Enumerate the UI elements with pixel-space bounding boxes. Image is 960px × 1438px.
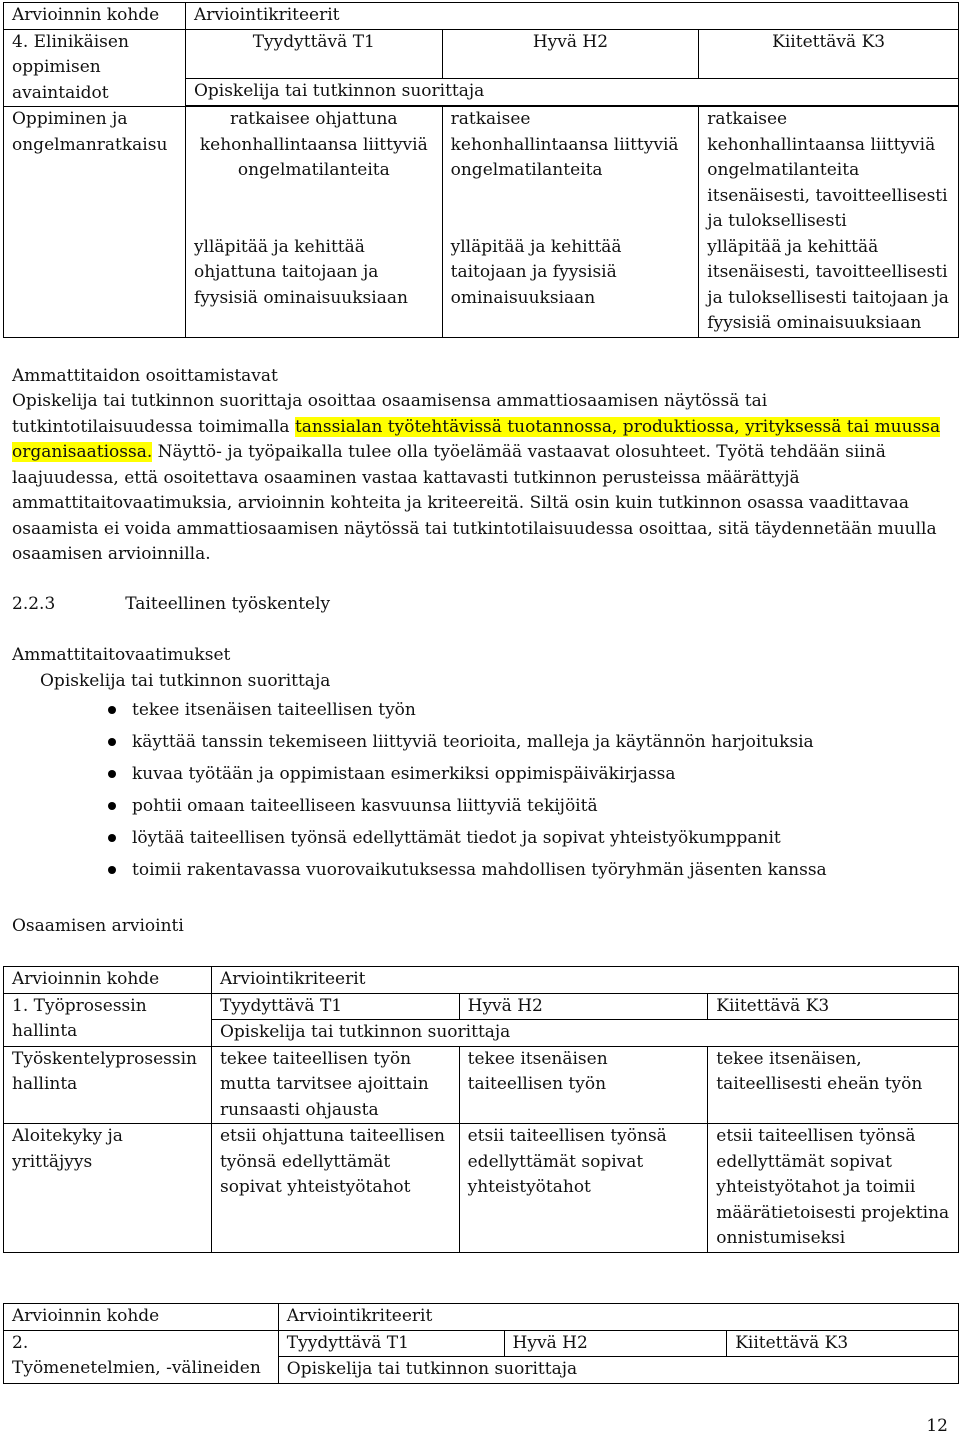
header-kriteerit: Arviointikriteerit xyxy=(185,3,958,30)
cell-h2: tekee itsenäisen taiteellisen työn xyxy=(459,1046,708,1124)
row-label: Oppiminen ja ongelmanratkaisu xyxy=(4,107,186,338)
grade-t1: Tyydyttävä T1 xyxy=(211,993,459,1020)
header-kohde: Arvioinnin kohde xyxy=(4,3,186,30)
demo-heading: Ammattitaidon osoittamistavat xyxy=(12,366,278,386)
list-item: toimii rakentavassa vuorovaikutuksessa mahdollisen työryhmän jäsenten kanssa xyxy=(12,856,827,888)
kohde-cell: 2. Työmenetelmien, -välineiden xyxy=(4,1330,279,1383)
cell-h2: ylläpitää ja kehittää taitojaan ja fyysisiä ominaisuuksiaan xyxy=(442,235,699,338)
header-kohde: Arvioinnin kohde xyxy=(4,967,212,994)
criteria-table-1 xyxy=(3,2,959,338)
header-kriteerit: Arviointikriteerit xyxy=(278,1304,958,1331)
requirements-list xyxy=(12,696,827,888)
grade-h2: Hyvä H2 xyxy=(442,29,699,79)
cell-h2: etsii taiteellisen työnsä edellyttämät sopivat yhteistyötahot xyxy=(459,1124,708,1253)
cell-k3: tekee itsenäisen, taiteellisesti eheän työn xyxy=(708,1046,959,1124)
section-heading: 2.2.3 Taiteellinen työskentely xyxy=(12,594,331,614)
cell-t1: tekee taiteellisen työn mutta tarvitsee ajoittain runsaasti ohjausta xyxy=(211,1046,459,1124)
row-label: Aloitekyky ja yrittäjyys xyxy=(4,1124,212,1253)
kohde-cell: 4. Elinikäisen oppimisen avaintaidot xyxy=(4,29,186,107)
header-kriteerit: Arviointikriteerit xyxy=(211,967,958,994)
list-item: pohtii omaan taiteelliseen kasvuunsa liittyviä tekijöitä xyxy=(12,792,827,824)
page-number: 12 xyxy=(926,1416,948,1436)
row-label: Työskentelyprosessin hallinta xyxy=(4,1046,212,1124)
list-item: tekee itsenäisen taiteellisen työn xyxy=(12,696,827,728)
cell-t1: etsii ohjattuna taiteellisen työnsä edellyttämät sopivat yhteistyötahot xyxy=(211,1124,459,1253)
grade-t1: Tyydyttävä T1 xyxy=(278,1330,504,1357)
requirements-subject: Opiskelija tai tutkinnon suorittaja xyxy=(40,671,331,691)
criteria-table-2 xyxy=(3,966,959,1253)
list-item: löytää taiteellisen työnsä edellyttämät tiedot ja sopivat yhteistyökumppanit xyxy=(12,824,827,856)
subject-row: Opiskelija tai tutkinnon suorittaja xyxy=(278,1357,958,1384)
cell-k3: ylläpitää ja kehittää itsenäisesti, tavoitteellisesti ja tuloksellisesti taitojaan ja fyysisiä ominaisuuksiaan xyxy=(699,235,959,338)
grade-t1: Tyydyttävä T1 xyxy=(185,29,442,79)
cell-h2: ratkaisee kehonhallintaansa liittyviä ongelmatilanteita xyxy=(442,107,699,235)
cell-t1: ylläpitää ja kehittää ohjattuna taitojaan ja fyysisiä ominaisuuksiaan xyxy=(185,235,442,338)
requirements-heading: Ammattitaitovaatimukset xyxy=(12,645,231,665)
grade-k3: Kiitettävä K3 xyxy=(699,29,959,79)
demo-paragraph: Opiskelija tai tutkinnon suorittaja osoittaa osaamisensa ammattiosaamisen näytössä tai tutkintotilaisuudessa toimimalla tanssialan työtehtävissä tuotannossa, produktiossa, yrityksessä tai muussa organisaatiossa. Näyttö- ja työpaikalla tulee olla työelämää vastaavat olosuhteet. Työtä tehdään siinä laajuudessa, että osoitettava osaaminen vastaa kattavasti tutkinnon perusteissa määrättyjä ammattitaitovaatimuksia, arvioinnin kohteita ja kriteereitä. Siltä osin kuin tutkinnon osassa vaadittavaa osaamista ei voida ammattiosaamisen näytössä tai tutkintotilaisuudessa osoittaa, sitä täydennetään muulla osaamisen arvioinnilla. xyxy=(12,391,941,564)
criteria-table-3 xyxy=(3,1303,959,1384)
grade-k3: Kiitettävä K3 xyxy=(708,993,959,1020)
highlighted-text: tanssialan työtehtävissä tuotannossa, produktiossa, yrityksessä tai muussa organisaatiossa. xyxy=(12,416,941,462)
kohde-cell: 1. Työprosessin hallinta xyxy=(4,993,212,1046)
grade-k3: Kiitettävä K3 xyxy=(727,1330,959,1357)
subject-row: Opiskelija tai tutkinnon suorittaja xyxy=(185,79,958,106)
header-kohde: Arvioinnin kohde xyxy=(4,1304,279,1331)
grade-h2: Hyvä H2 xyxy=(504,1330,727,1357)
cell-k3: etsii taiteellisen työnsä edellyttämät sopivat yhteistyötahot ja toimii määrätietoisesti projektina onnistumiseksi xyxy=(708,1124,959,1253)
grade-h2: Hyvä H2 xyxy=(459,993,708,1020)
list-item: käyttää tanssin tekemiseen liittyviä teorioita, malleja ja käytännön harjoituksia xyxy=(12,728,827,760)
list-item: kuvaa työtään ja oppimistaan esimerkiksi oppimispäiväkirjassa xyxy=(12,760,827,792)
subject-row: Opiskelija tai tutkinnon suorittaja xyxy=(211,1020,958,1047)
assessment-heading: Osaamisen arviointi xyxy=(12,916,184,936)
cell-k3: ratkaisee kehonhallintaansa liittyviä ongelmatilanteita itsenäisesti, tavoitteellisesti ja tuloksellisesti xyxy=(699,107,959,235)
cell-t1: ratkaisee ohjattuna kehonhallintaansa liittyviä ongelmatilanteita xyxy=(185,107,442,235)
